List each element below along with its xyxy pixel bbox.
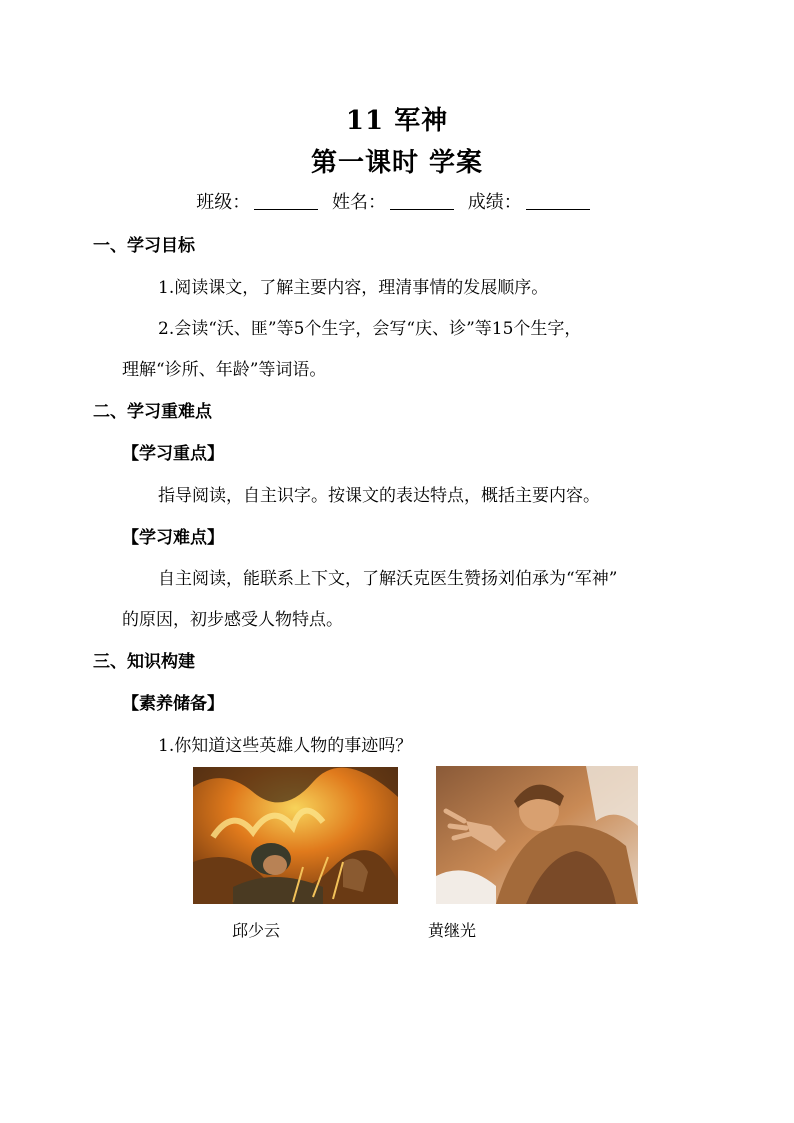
class-label: 班级： — [196, 192, 251, 213]
score-label: 成绩： — [467, 192, 522, 213]
score-blank[interactable] — [526, 193, 590, 210]
difficulty-label: 【学习难点】 — [122, 528, 224, 548]
class-blank[interactable] — [254, 193, 318, 210]
goal-item-2-line1: 2.会读“沃、匪”等5个生字，会写“庆、诊”等15个生字， — [158, 319, 582, 339]
reserve-label: 【素养储备】 — [122, 694, 224, 714]
section-heading-knowledge: 三、知识构建 — [93, 652, 195, 672]
page-subtitle: 第一课时 学案 — [310, 148, 484, 178]
goal-item-2-line2: 理解“诊所、年龄”等词语。 — [122, 360, 327, 380]
focus-text: 指导阅读，自主识字。按课文的表达特点，概括主要内容。 — [158, 486, 600, 506]
question-1: 1.你知道这些英雄人物的事迹吗？ — [158, 736, 413, 756]
section-heading-goals: 一、学习目标 — [93, 236, 195, 256]
page-title: 11 军神 — [345, 106, 449, 136]
image-caption-1: 邱少云 — [232, 921, 281, 940]
hero-image-qiu-shaoyun — [193, 767, 398, 904]
focus-label: 【学习重点】 — [122, 444, 224, 464]
student-info-line — [0, 188, 794, 214]
section-heading-key-points: 二、学习重难点 — [93, 402, 212, 422]
name-label: 姓名： — [332, 192, 386, 213]
image-caption-2: 黄继光 — [428, 921, 477, 940]
difficulty-text-line1: 自主阅读，能联系上下文，了解沃克医生赞扬刘伯承为“军神” — [158, 569, 618, 589]
hero-image-huang-jiguang — [436, 766, 638, 904]
name-blank[interactable] — [390, 193, 454, 210]
difficulty-text-line2: 的原因，初步感受人物特点。 — [122, 610, 343, 630]
goal-item-1: 1.阅读课文，了解主要内容，理清事情的发展顺序。 — [158, 278, 549, 298]
